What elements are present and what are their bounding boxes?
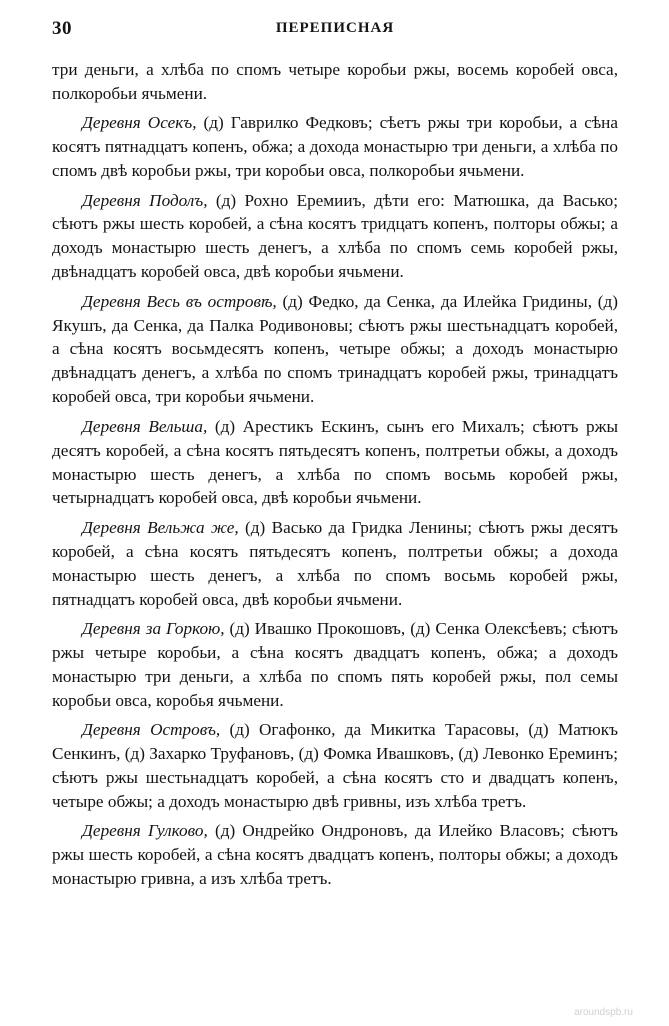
paragraph-text: три деньги, а хлѣба по спомъ четыре коробьи ржы, восемь коробей овса, полкоробьи ячьмени.: [52, 60, 618, 103]
village-name: Деревня Островъ,: [82, 720, 221, 740]
paragraph-text: (д) Арестикъ Ескинъ, сынъ его Михалъ; сѣютъ ржы десятъ коробей, а сѣна косятъ пятьдесятъ копенъ, полтретьи обжы, а доходъ монастырю шесть денегъ, а хлѣба по спомъ восьмь коробей ржы, четырнадцатъ коробей овса, двѣ коробьи ячьмени.: [52, 416, 618, 508]
village-name: Деревня Весь въ островѣ,: [82, 291, 277, 311]
paragraph-text: (д) Ондрейко Ондроновъ, да Илейко Власовъ; сѣютъ ржы шесть коробей, а сѣна косятъ двадцатъ копенъ, полторы обжы; а доходъ монастырю гривна, а изъ хлѣба третъ.: [52, 821, 618, 888]
page-number: 30: [52, 18, 72, 39]
village-name: Деревня за Горкою,: [82, 618, 225, 638]
paragraph-text: (д) Васько да Гридка Ленины; сѣютъ ржы десятъ коробей, а сѣна косятъ пятьдесятъ копенъ, полтретьи обжы; а дохода монастырю шесть денегъ, а хлѣба по спомъ восьмь коробей ржы, пятнадцатъ коробей овса, двѣ коробьи ячьмени.: [52, 517, 618, 609]
paragraph-village-gulkovo: [52, 819, 618, 891]
village-name: Деревня Осекъ,: [82, 113, 197, 133]
paragraph-village-za-gorkoyu: [52, 617, 618, 713]
paragraph-village-velsha: [52, 415, 618, 511]
page-header: [52, 18, 618, 44]
body-text: [52, 58, 618, 891]
watermark: aroundspb.ru: [574, 1007, 633, 1018]
paragraph-text: (д) Ивашко Прокошовъ, (д) Сенка Олексѣевъ; сѣютъ ржы четыре коробьи, а сѣна косятъ двадцатъ копенъ, обжа; а доходъ монастырю три деньги, а хлѣба по спомъ пять коробей ржы, пол семы коробьи овса, коробья ячьмени.: [52, 618, 619, 710]
paragraph-village-ves-v-ostrove: [52, 290, 618, 410]
paragraph-text: (д) Гаврилко Федковъ; сѣетъ ржы три коробьи, а сѣна косятъ пятнадцатъ копенъ, обжа; а дохода монастырю три деньги, а хлѣба по спомъ двѣ коробьи ржы, три коробьи овса, полкоробьи ячьмени.: [52, 113, 618, 181]
paragraph-text: (д) Федко, да Сенка, да Илейка Гридины, (д) Якушъ, да Сенка, да Палка Родивоновы; сѣютъ ржы шестьнадцатъ коробей, а сѣна косятъ восьмдесятъ копенъ, четыре обжы; а доходъ монастырю двѣнадцатъ денегъ, а хлѣба по спомъ тринадцатъ коробей ржы, тринадцатъ коробей овса, три коробьи ячьмени.: [52, 291, 618, 407]
paragraph-text: (д) Огафонко, да Микитка Тарасовы, (д) Матюкъ Сенкинъ, (д) Захарко Труфановъ, (д) Фомка Ивашковъ, (д) Левонко Ереминъ; сѣютъ ржы шестьнадцатъ коробей, а сѣна косятъ сто и двадцатъ копенъ, четыре обжы; а доходъ монастырю двѣ гривны, изъ хлѣба третъ.: [52, 720, 619, 811]
paragraph-village-ostrov: [52, 718, 618, 814]
paragraph-text: (д) Рохно Еремииъ, дѣти его: Матюшка, да Васько; сѣютъ ржы шесть коробей, а сѣна косятъ тридцатъ копенъ, полторы обжы; а доходъ монастырю шесть денегъ, а хлѣба по спомъ семь коробей ржы, двѣнадцатъ коробей овса, двѣ коробьи ячьмени.: [52, 190, 618, 282]
village-name: Деревня Вельжа же,: [82, 517, 239, 537]
paragraph-village-podol: [52, 189, 618, 285]
paragraph-village-velzha: [52, 516, 618, 612]
village-name: Деревня Подолъ,: [82, 190, 208, 210]
paragraph-village-osek: [52, 111, 618, 183]
village-name: Деревня Вельша,: [82, 416, 208, 436]
paragraph-continuation: [52, 58, 618, 106]
village-name: Деревня Гулково,: [82, 821, 208, 841]
running-title: ПЕРЕПИСНАЯ: [275, 20, 395, 36]
